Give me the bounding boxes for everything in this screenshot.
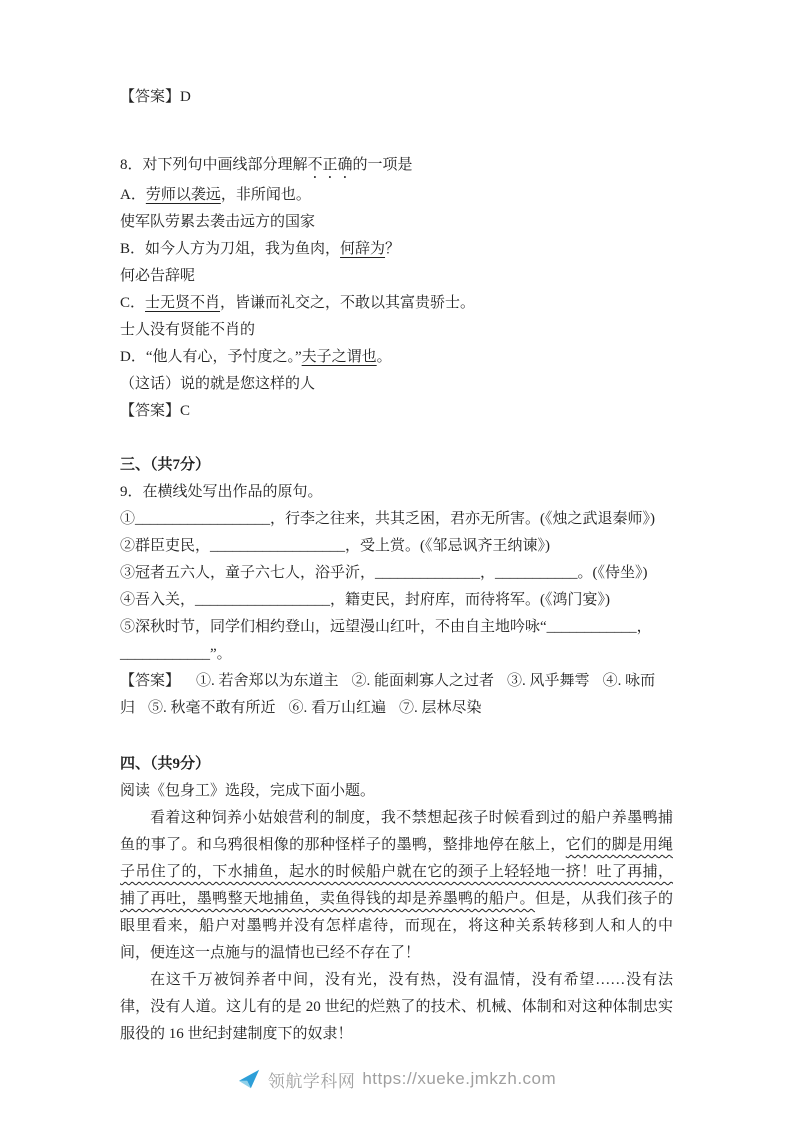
text-segment: 但是，从我们孩子的眼里看来，船户对墨鸭并没有怎样虐待，而现在，将这种关系转移到人和人的中间，便连这一点施与的温情也已经不存在了！ <box>120 891 673 961</box>
question-8-option-b <box>120 236 673 263</box>
site-name: 领航学科网 <box>267 1071 356 1091</box>
question-8-option-c-translation: 士人没有贤能不肖的 <box>120 322 256 338</box>
dots-text-segment: 不正确 <box>307 157 353 173</box>
answer-label: 【答案】 <box>120 673 181 689</box>
document-content <box>120 84 673 1048</box>
section-four-heading: 四、（共9分） <box>120 756 211 772</box>
text-segment: ？ <box>385 241 401 257</box>
text-segment: 8．对下列句中画线部分理解 <box>120 157 308 173</box>
answer-part-6: ⑥. 看万山红遍 <box>288 700 387 716</box>
section-four <box>120 751 673 1048</box>
text-segment: ，非所闻也。 <box>220 187 311 203</box>
answer-value: D <box>180 89 191 105</box>
answer-part-2: ②. 能面刺寡人之过者 <box>351 673 495 689</box>
answer-part-4: ④. 咏而归 <box>120 673 656 716</box>
answer-part-7: ⑦. 层林尽染 <box>399 700 482 716</box>
question-9-item-3: ③冠者五六人，童子六七人，浴乎沂，______________，___________。(《侍坐》) <box>120 565 648 581</box>
site-url[interactable]: https://xueke.jmkzh.com <box>362 1069 557 1088</box>
question-9-item-4: ④吾入关，__________________，籍吏民，封府库，而待将军。(《鸿门宴》) <box>120 592 610 608</box>
answer-previous-question <box>120 84 673 111</box>
answer-value: C <box>180 403 191 419</box>
text-segment: 的一项是 <box>352 157 413 173</box>
watermark-footer <box>0 1062 793 1096</box>
text-segment: D．“他人有心，予忖度之。” <box>120 349 302 365</box>
site-logo-icon <box>237 1067 261 1091</box>
text-segment: 在这千万被饲养者中间，没有光，没有热，没有温情，没有希望……没有法律，没有人道。这儿有的是 20 世纪的烂熟了的技术、机械、体制和对这种体制忠实服役的 16 世纪封建制度下的奴隶！ <box>120 972 673 1042</box>
question-8-option-c <box>120 290 673 317</box>
answer-part-3: ③. 风乎舞雩 <box>507 673 590 689</box>
wavy-text-segment: 它们的脚是用绳子吊住了的，下水捕鱼，起水的时候船户就在它的颈子上轻轻地一挤！吐了再捕，捕了再吐，墨鸭整天地捕鱼，卖鱼得钱的却是养墨鸭的船户。 <box>120 837 673 907</box>
section-three-heading: 三、（共7分） <box>120 457 211 473</box>
question-8-option-b-translation: 何必告辞呢 <box>120 268 196 284</box>
underline-text-segment: 士无贤不肖 <box>145 295 221 311</box>
answer-question-8 <box>120 398 673 425</box>
underline-text-segment: 夫子之谓也 <box>301 349 377 365</box>
answer-part-5: ⑤. 秋毫不敢有所近 <box>148 700 276 716</box>
passage-paragraph-1 <box>120 805 673 967</box>
underline-text-segment: 何辞为 <box>340 241 386 257</box>
text-segment: A． <box>120 187 146 203</box>
passage-paragraph-2 <box>120 967 673 1048</box>
question-9-stem: 9．在横线处写出作品的原句。 <box>120 484 323 500</box>
text-segment: ，皆谦而礼交之，不敢以其富贵骄士。 <box>220 295 476 311</box>
text-segment: C． <box>120 295 146 311</box>
question-9-item-1: ①__________________，行李之往来，共其乏困，君亦无所害。(《烛之武退秦师》) <box>120 511 655 527</box>
answer-label: 【答案】 <box>120 89 181 105</box>
question-9-item-2: ②群臣吏民，__________________，受上赏。(《邹忌讽齐王纳谏》) <box>120 538 550 554</box>
question-8-option-d-translation: （这话）说的就是您这样的人 <box>120 376 316 392</box>
underline-text-segment: 劳师以袭远 <box>145 187 221 203</box>
text-segment: 。 <box>376 349 392 365</box>
answer-label: 【答案】 <box>120 403 181 419</box>
question-8-block <box>120 152 673 425</box>
answer-question-9 <box>120 668 673 722</box>
question-8-option-a <box>120 182 673 209</box>
text-segment: 看着这种饲养小姑娘营利的制度，我不禁想起孩子时候看到过的船户养墨鸭捕鱼的事了。和乌鸦很相像的那种怪样子的墨鸭，整排地停在舷上， <box>120 810 673 853</box>
question-8-stem <box>120 152 673 182</box>
answer-part-1: ①. 若舍郑以为东道主 <box>196 673 339 689</box>
text-segment: B．如今人方为刀俎，我为鱼肉， <box>120 241 341 257</box>
section-three <box>120 452 673 722</box>
question-8-option-a-translation: 使军队劳累去袭击远方的国家 <box>120 214 316 230</box>
question-8-option-d <box>120 344 673 371</box>
question-9-item-5: ⑤深秋时节，同学们相约登山，远望漫山红叶，不由自主地吟咏“____________，____________”。 <box>120 619 652 662</box>
reading-instructions: 阅读《包身工》选段，完成下面小题。 <box>120 783 376 799</box>
